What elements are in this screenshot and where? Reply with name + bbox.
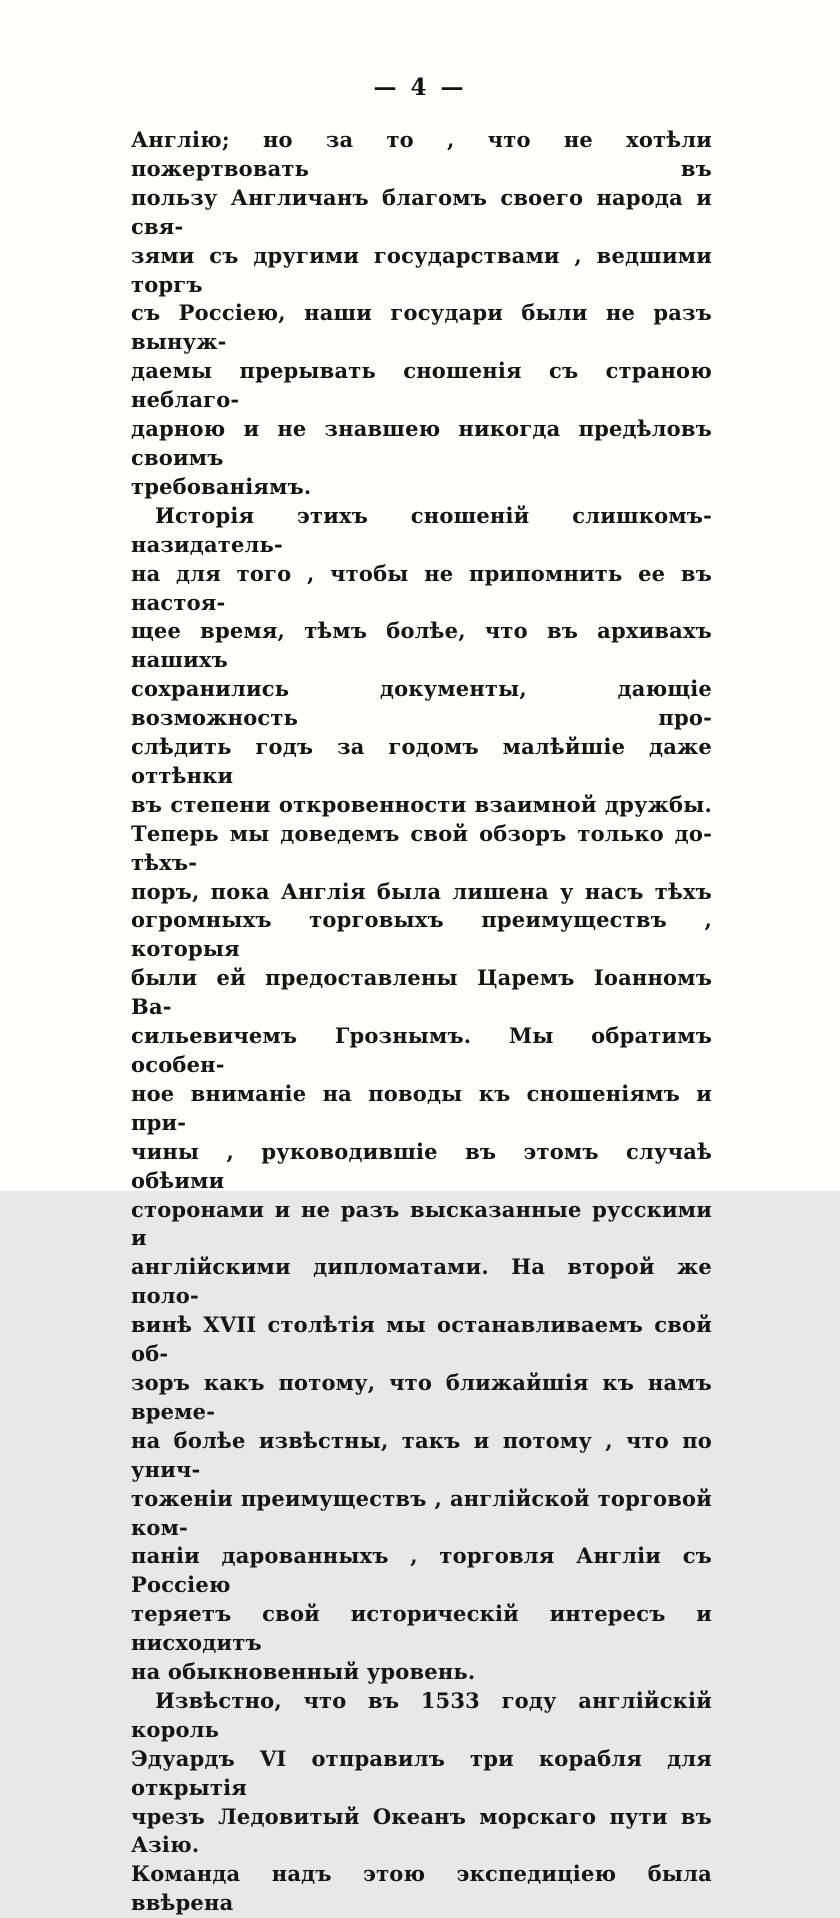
text-line: сохранились документы, дающіе возможность про- (131, 676, 712, 731)
text-line: Извѣстно, что въ 1533 году англійскій король (131, 1687, 712, 1742)
paragraph (131, 502, 712, 1687)
text-block (131, 126, 712, 1918)
text-line: щее время, тѣмъ болѣе, что въ архивахъ нашихъ (131, 618, 712, 673)
paragraph (131, 126, 712, 502)
text-line: сторонами и не разъ высказанные русскими и (131, 1196, 712, 1251)
text-line: даемы прерывать сношенія съ страною неблаго- (131, 358, 712, 413)
paragraph (131, 1687, 712, 1918)
text-line: Исторія этихъ сношеній слишкомъ-назидатель- (131, 502, 712, 557)
text-line: англійскими дипломатами. На второй же поло- (131, 1254, 712, 1309)
text-line: на для того , чтобы не припомнить ее въ настоя- (131, 560, 712, 615)
text-line: пользу Англичанъ благомъ своего народа и свя- (131, 184, 712, 239)
text-line: Англію; но за то , что не хотѣли пожертвовать въ (131, 127, 712, 181)
text-line: зями съ другими государствами , ведшими торгъ (131, 242, 712, 297)
text-line: чрезъ Ледовитый Океанъ морскаго пути въ Азію. (131, 1803, 712, 1858)
text-line: чины , руководившіе въ этомъ случаѣ обѣими (131, 1138, 712, 1193)
text-line: сильевичемъ Грознымъ. Мы обратимъ особен- (131, 1023, 712, 1077)
text-line: слѣдить годъ за годомъ малѣйшіе даже оттѣнки (131, 734, 712, 788)
text-line: Команда надъ этою экспедиціею была ввѣрена (131, 1861, 712, 1916)
text-line: тоженіи преимуществъ , англійской торговой ком- (131, 1485, 712, 1540)
text-line: въ степени откровенности взаимной дружбы. (131, 791, 712, 817)
text-line: на болѣе извѣстны, такъ и потому , что по унич- (131, 1427, 712, 1482)
text-line: огромныхъ торговыхъ преимуществъ , которыя (131, 907, 712, 962)
text-line: съ Россіею, наши государи были не разъ вынуж- (131, 300, 712, 355)
text-line: были ей предоставлены Царемъ Іоанномъ Ва- (131, 965, 712, 1020)
text-line: теряетъ свой историческій интересъ и нисходитъ (131, 1601, 712, 1656)
text-line: Теперь мы доведемъ свой обзоръ только до-тѣхъ- (131, 820, 712, 875)
page-number: — 4 — (373, 74, 467, 101)
text-line: на обыкновенный уровень. (131, 1659, 476, 1685)
text-line: требованіямъ. (131, 473, 312, 499)
text-line: зоръ какъ потому, что ближайшія къ намъ време- (131, 1369, 712, 1424)
text-line: паніи дарованныхъ , торговля Англіи съ Россіею (131, 1543, 712, 1598)
text-line: Эдуардъ VI отправилъ три корабля для открытія (131, 1745, 712, 1800)
text-line: ное вниманіе на поводы къ сношеніямъ и при- (131, 1080, 712, 1135)
text-line: поръ, пока Англія была лишена у насъ тѣхъ (131, 878, 712, 904)
text-line: винѣ XVII столѣтія мы останавливаемъ свой об- (131, 1312, 712, 1367)
text-line: дарною и не знавшею никогда предѣловъ своимъ (131, 416, 712, 470)
